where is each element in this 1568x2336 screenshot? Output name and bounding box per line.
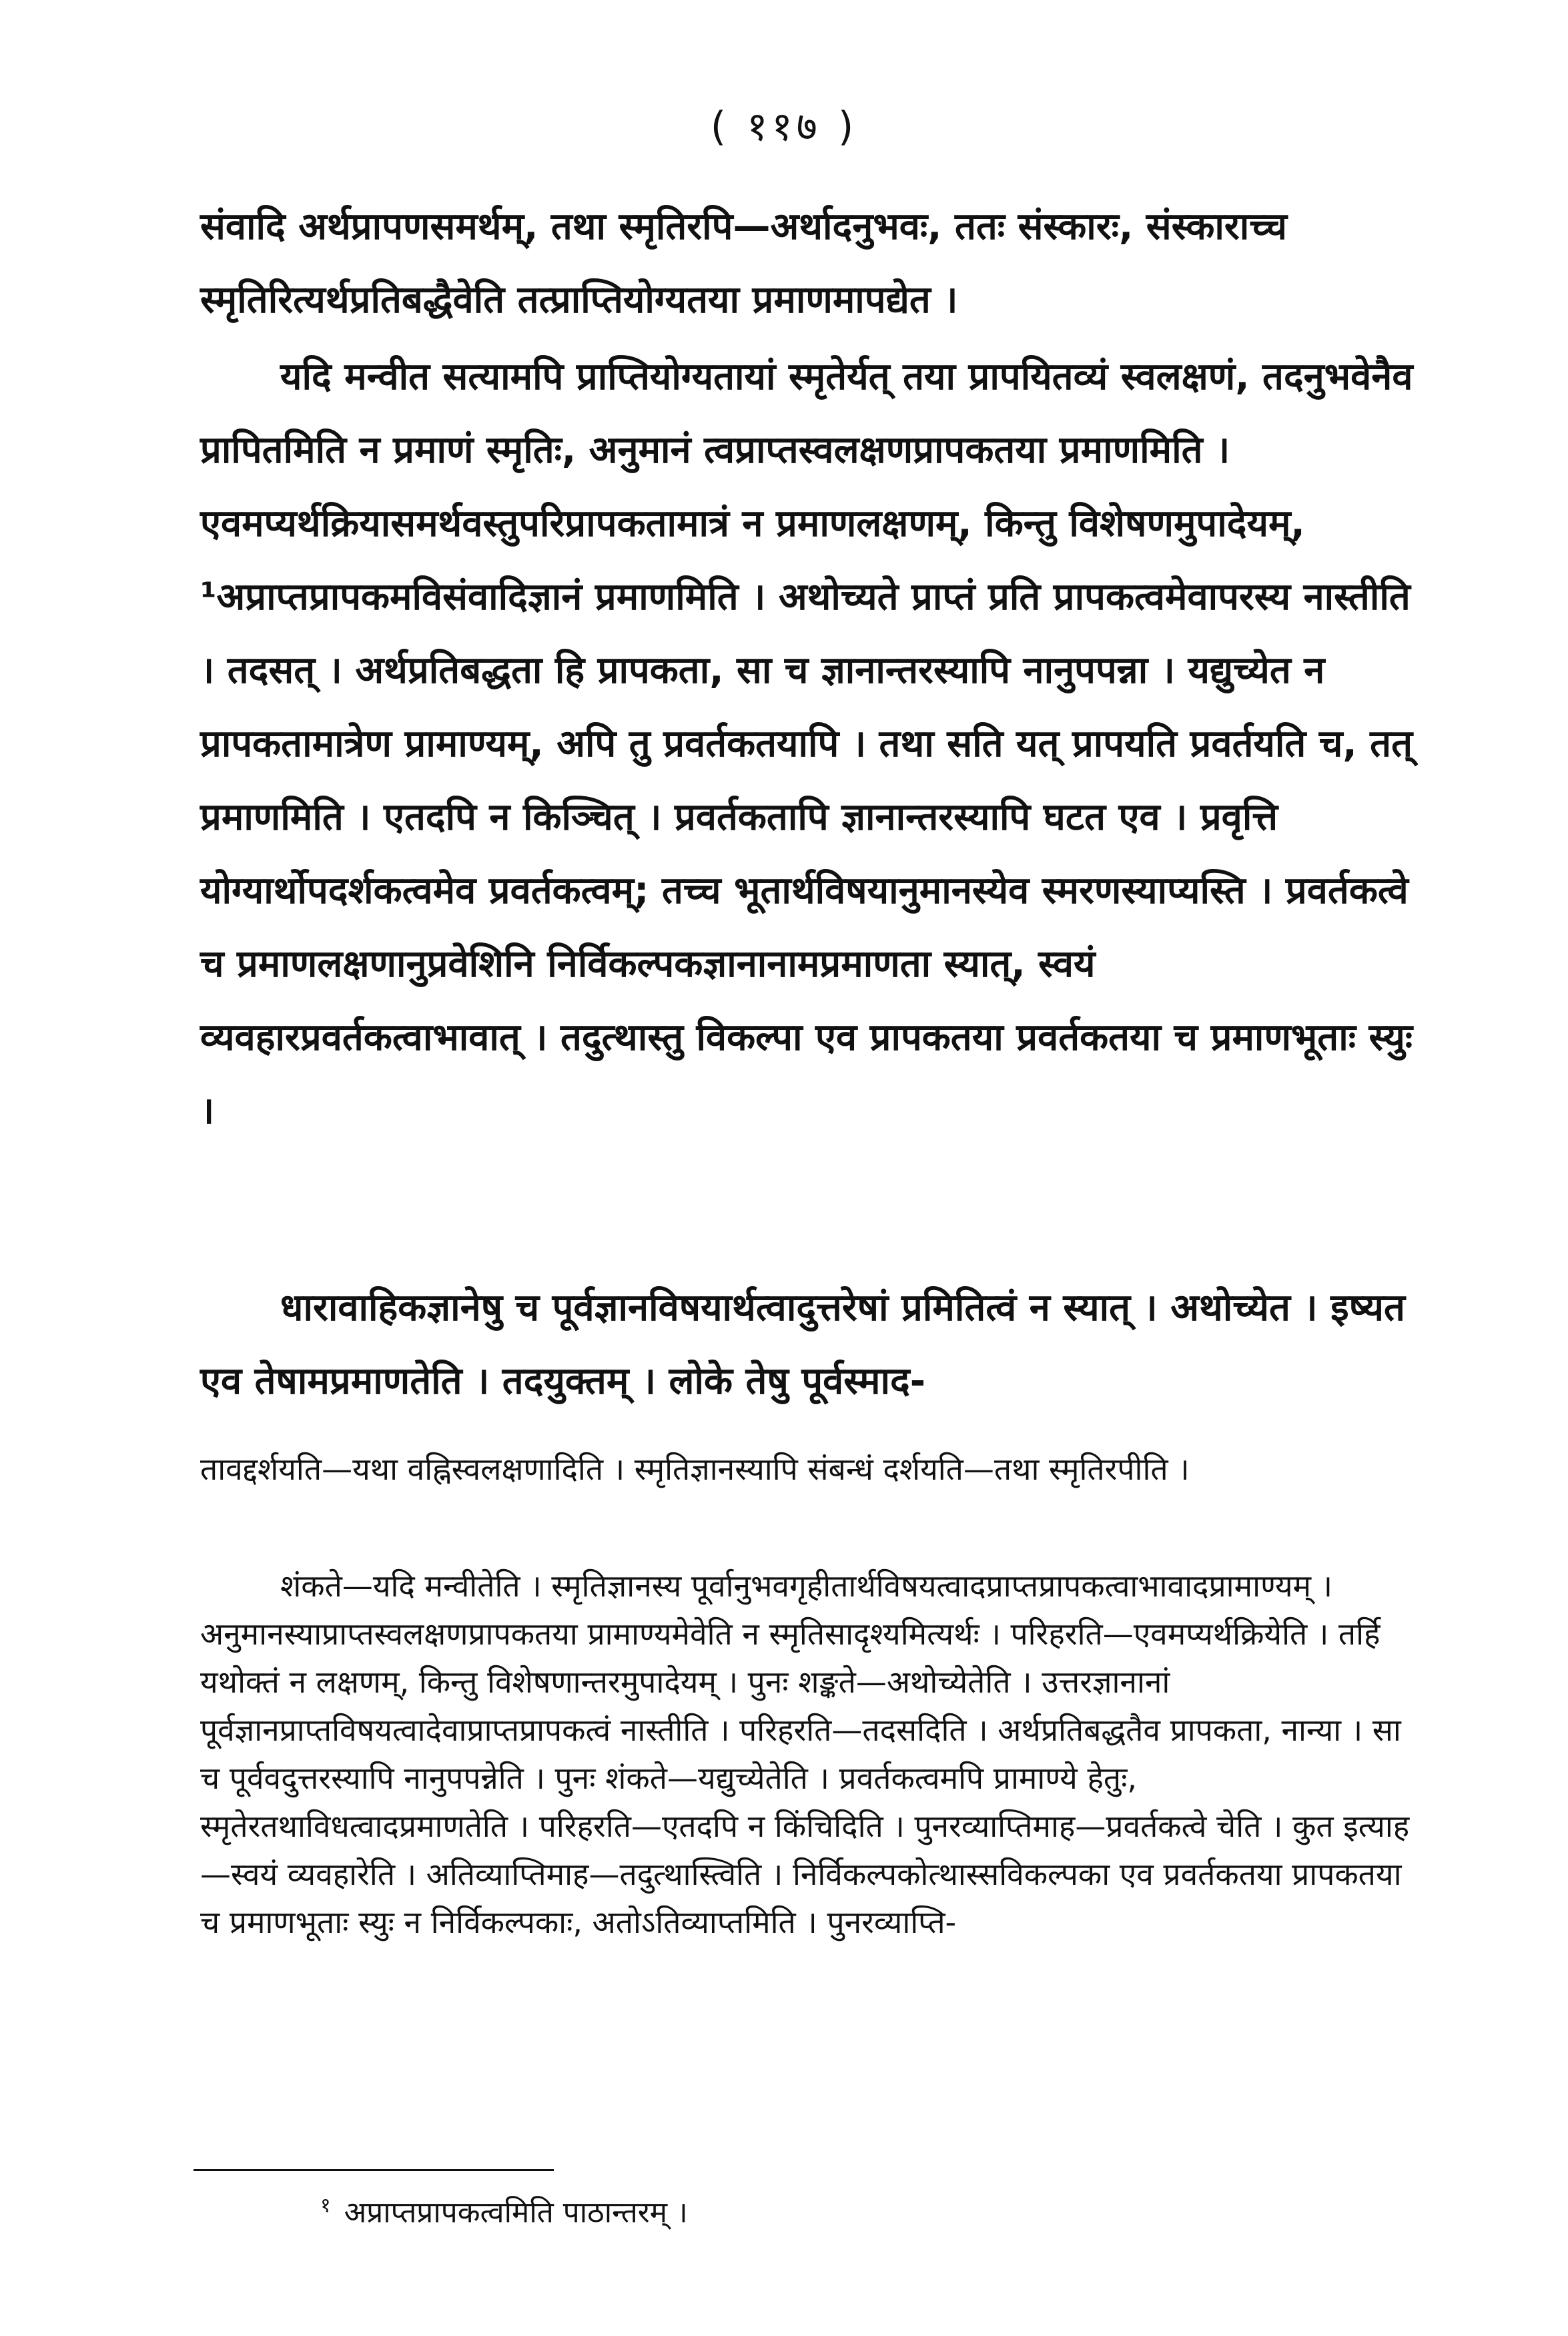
main-text-paragraph-2: [200, 340, 1428, 1251]
paragraph-text: शंकते—यदि मन्वीतेति । स्मृतिज्ञानस्य पूर्वानुभवगृहीतार्थविषयत्वादप्राप्तप्रापकत्वाभावादप्रामाण्यम् । अनुमानस्याप्राप्तस्वलक्षणप्रापकतया प्रामाण्यमेवेति न स्मृतिसादृश्यमित्यर्थः । परिहरति—एवमप्यर्थक्रियेति । तर्हि यथोक्तं न लक्षणम्, किन्तु विशेषणान्तरमुपादेयम् । पुनः शङ्कते—अथोच्येतेति । उत्तरज्ञानानां पूर्वज्ञानप्राप्तविषयत्वादेवाप्राप्तप्रापकत्वं नास्तीति । परिहरति—तदसदिति । अर्थप्रतिबद्धतैव प्रापकता, नान्या । सा च पूर्ववदुत्तरस्यापि नानुपपन्नेति । पुनः शंकते—यद्युच्येतेति । प्रवर्तकत्वमपि प्रामाण्ये हेतुः, स्मृतेरतथाविधत्वादप्रमाणतेति । परिहरति—एतदपि न किंचिदिति । पुनरव्याप्तिमाह—प्रवर्तकत्वे चेति । कुत इत्याह—स्वयं व्यवहारेति । अतिव्याप्तिमाह—तदुत्थास्त्विति । निर्विकल्पकोत्थास्सविकल्पका एव प्रवर्तकतया प्रापकतया च प्रमाणभूताः स्युः न निर्विकल्पकाः, अतोऽतिव्याप्तमिति । पुनरव्याप्ति-: [200, 1568, 1410, 1940]
footnote-text: अप्राप्तप्रापकत्वमिति पाठान्तरम् ।: [344, 2195, 688, 2230]
commentary-paragraph-1: [200, 1445, 1428, 1542]
footnote-marker: १: [320, 2194, 331, 2217]
footnote: [320, 2182, 1254, 2237]
commentary-paragraph-2: [200, 1562, 1428, 2136]
footnote-divider: [193, 2169, 554, 2171]
page-number: ( ११७ ): [710, 103, 858, 150]
paragraph-text: संवादि अर्थप्रापणसमर्थम्, तथा स्मृतिरपि—अर्थादनुभवः, ततः संस्कारः, संस्काराच्च स्मृतिरित्यर्थप्रतिबद्धैवेति तत्प्राप्तियोग्यतया प्रमाणमापद्येत ।: [200, 205, 1287, 322]
paragraph-text: यदि मन्वीत सत्यामपि प्राप्तियोग्यतायां स्मृतेर्यत् तया प्रापयितव्यं स्वलक्षणं, तदनुभवेनैव प्रापितमिति न प्रमाणं स्मृतिः, अनुमानं त्वप्राप्तस्वलक्षणप्रापकतया प्रमाणमिति । एवमप्यर्थक्रियासमर्थवस्तुपरिप्रापकतामात्रं न प्रमाणलक्षणम्, किन्तु विशेषणमुपादेयम्, ¹अप्राप्तप्रापकमविसंवादिज्ञानं प्रमाणमिति । अथोच्यते प्राप्तं प्रति प्रापकत्वमेवापरस्य नास्तीति । तदसत् । अर्थप्रतिबद्धता हि प्रापकता, सा च ज्ञानान्तरस्यापि नानुपपन्ना । यद्युच्येत न प्रापकतामात्रेण प्रामाण्यम्, अपि तु प्रवर्तकतयापि । तथा सति यत् प्रापयति प्रवर्तयति च, तत् प्रमाणमिति । एतदपि न किञ्चित् । प्रवर्तकतापि ज्ञानान्तरस्यापि घटत एव । प्रवृत्ति योग्यार्थोपदर्शकत्वमेव प्रवर्तकत्वम्; तच्च भूतार्थविषयानुमानस्येव स्मरणस्याप्यस्ति । प्रवर्तकत्वे च प्रमाणलक्षणानुप्रवेशिनि निर्विकल्पकज्ञानानामप्रमाणता स्यात्, स्वयं व्यवहारप्रवर्तकत्वाभावात् । तदुत्थास्तु विकल्पा एव प्रापकतया प्रवर्तकतया च प्रमाणभूताः स्युः ।: [200, 355, 1413, 1133]
main-text-paragraph-3: [200, 1271, 1428, 1442]
main-text-paragraph-1: [200, 190, 1428, 340]
paragraph-text: तावद्दर्शयति—यथा वह्निस्वलक्षणादिति । स्मृतिज्ञानस्यापि संबन्धं दर्शयति—तथा स्मृतिरपीति ।: [200, 1451, 1190, 1487]
paragraph-text: धारावाहिकज्ञानेषु च पूर्वज्ञानविषयार्थत्वादुत्तरेषां प्रमितित्वं न स्यात् । अथोच्येत । इष्यत एव तेषामप्रमाणतेति । तदयुक्तम् । लोके तेषु पूर्वस्माद-: [200, 1286, 1405, 1403]
